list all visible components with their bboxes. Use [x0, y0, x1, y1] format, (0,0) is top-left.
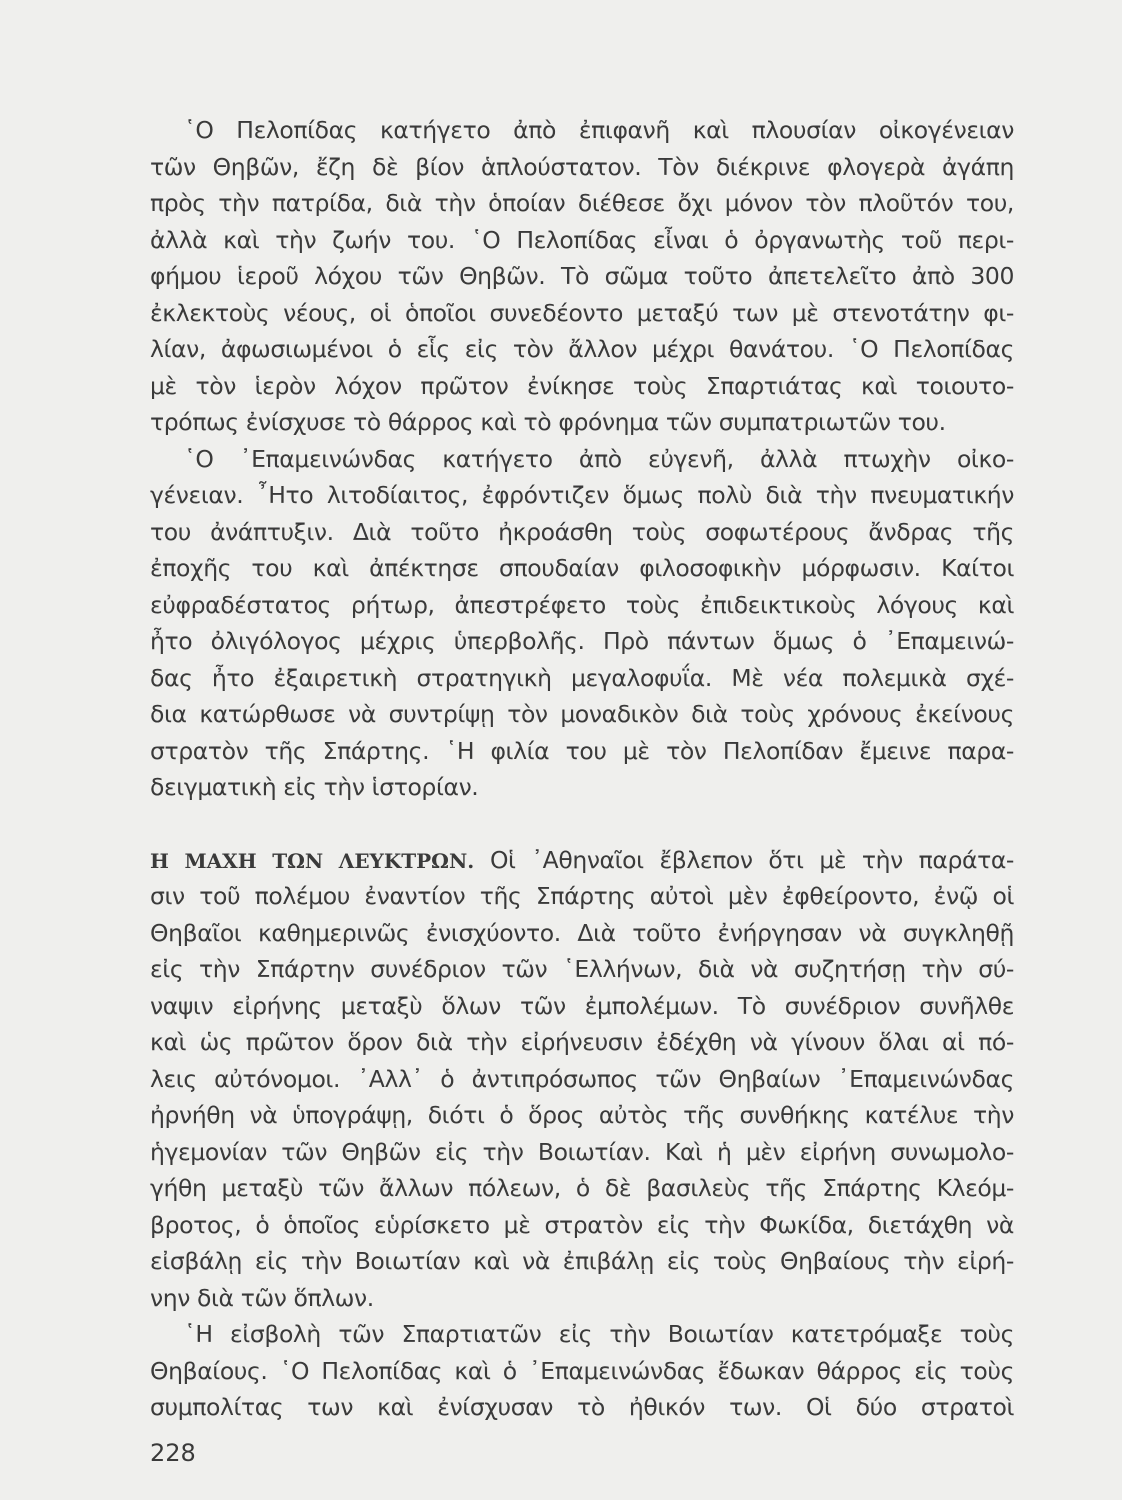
- text-line: συμπολίτας των καὶ ἐνίσχυσαν τὸ ἠθικόν των. Οἱ δύο στρατοὶ: [150, 1393, 1014, 1421]
- text-line: σιν τοῦ πολέμου ἐναντίον τῆς Σπάρτης αὐτοὶ μὲν ἐφθείροντο, ἐνῷ οἱ: [150, 882, 1014, 910]
- text-line: ῾Η εἰσβολὴ τῶν Σπαρτιατῶν εἰς τὴν Βοιωτίαν κατετρόμαξε τοὺς: [184, 1320, 1014, 1348]
- text-line: πρὸς τὴν πατρίδα, διὰ τὴν ὁποίαν διέθεσε ὄχι μόνον τὸν πλοῦτόν του,: [150, 189, 1014, 217]
- text-line: καὶ ὡς πρῶτον ὅρον διὰ τὴν εἰρήνευσιν ἐδέχθη νὰ γίνουν ὅλαι αἱ πό-: [150, 1028, 1014, 1056]
- section-heading: Η ΜΑΧΗ ΤΩΝ ΛΕΥΚΤΡΩΝ.: [150, 848, 475, 873]
- text-line: εἰς τὴν Σπάρτην συνέδριον τῶν ῾Ελλήνων, διὰ νὰ συζητήσῃ τὴν σύ-: [150, 955, 1014, 983]
- text-line: Οἱ ᾿Αθηναῖοι ἔβλεπον ὅτι μὲ τὴν παράτα-: [489, 845, 1014, 874]
- text-line: νην διὰ τῶν ὅπλων.: [150, 1283, 374, 1312]
- text-line: γένειαν. ῏Ητο λιτοδίαιτος, ἐφρόντιζεν ὅμως πολὺ διὰ τὴν πνευματικήν: [150, 481, 1014, 509]
- text-line: Θηβαῖοι καθημερινῶς ἐνισχύοντο. Διὰ τοῦτο ἐνήργησαν νὰ συγκληθῇ: [150, 918, 1014, 947]
- text-line: ἐκλεκτοὺς νέους, οἱ ὁποῖοι συνεδέοντο μεταξύ των μὲ στενοτάτην φι-: [150, 298, 1014, 327]
- section-first-line: [150, 842, 1014, 879]
- text-line: δια κατώρθωσε νὰ συντρίψῃ τὸν μοναδικὸν διὰ τοὺς χρόνους ἐκείνους: [150, 700, 1014, 728]
- text-line: του ἀνάπτυξιν. Διὰ τοῦτο ἠκροάσθη τοὺς σοφωτέρους ἄνδρας τῆς: [150, 517, 1014, 546]
- text-line: ῾Ο ᾿Επαμεινώνδας κατήγετο ἀπὸ εὐγενῆ, ἀλλὰ πτωχὴν οἰκο-: [184, 444, 1014, 473]
- text-line: λίαν, ἀφωσιωμένοι ὁ εἷς εἰς τὸν ἄλλον μέχρι θανάτου. ῾Ο Πελοπίδας: [150, 335, 1014, 363]
- paragraph-epaminondas: [150, 441, 1014, 806]
- text-line: μὲ τὸν ἱερὸν λόχον πρῶτον ἐνίκησε τοὺς Σπαρτιάτας καὶ τοιουτο-: [150, 371, 1014, 400]
- text-line: εἰσβάλῃ εἰς τὴν Βοιωτίαν καὶ νὰ ἐπιβάλῃ εἰς τοὺς Θηβαίους τὴν εἰρή-: [150, 1247, 1014, 1275]
- text-line: ἠρνήθη νὰ ὑπογράψῃ, διότι ὁ ὅρος αὐτὸς τῆς συνθήκης κατέλυε τὴν: [150, 1101, 1014, 1129]
- text-line: βροτος, ὁ ὁποῖος εὑρίσκετο μὲ στρατὸν εἰς τὴν Φωκίδα, διετάχθη νὰ: [150, 1210, 1014, 1239]
- text-line: δειγματικὴ εἰς τὴν ἱστορίαν.: [150, 773, 479, 801]
- text-line: γήθη μεταξὺ τῶν ἄλλων πόλεων, ὁ δὲ βασιλεὺς τῆς Σπάρτης Κλεόμ-: [150, 1174, 1014, 1202]
- text-line: τρόπως ἐνίσχυσε τὸ θάρρος καὶ τὸ φρόνημα τῶν συμπατριωτῶν του.: [150, 408, 946, 436]
- section-battle-of-leuctra: [150, 842, 1014, 1317]
- text-line: στρατὸν τῆς Σπάρτης. ῾Η φιλία του μὲ τὸν Πελοπίδαν ἔμεινε παρα-: [150, 736, 1014, 765]
- paragraph-invasion: [150, 1316, 1014, 1426]
- text-line: Θηβαίους. ῾Ο Πελοπίδας καὶ ὁ ᾿Επαμεινώνδας ἔδωκαν θάρρος εἰς τοὺς: [150, 1356, 1014, 1385]
- text-line: δας ἦτο ἐξαιρετικὴ στρατηγικὴ μεγαλοφυΐα. Μὲ νέα πολεμικὰ σχέ-: [150, 663, 1014, 692]
- page-body: [150, 112, 1014, 1468]
- text-line: ναψιν εἰρήνης μεταξὺ ὅλων τῶν ἐμπολέμων. Τὸ συνέδριον συνῆλθε: [150, 991, 1014, 1020]
- text-line: λεις αὐτόνομοι. ᾿Αλλ᾿ ὁ ἀντιπρόσωπος τῶν Θηβαίων ᾿Επαμεινώνδας: [150, 1064, 1014, 1093]
- paragraph-pelopidas: [150, 112, 1014, 441]
- text-line: τῶν Θηβῶν, ἔζη δὲ βίον ἁπλούστατον. Τὸν διέκρινε φλογερὰ ἀγάπη: [150, 152, 1014, 181]
- text-line: ἐποχῆς του καὶ ἀπέκτησε σπουδαίαν φιλοσοφικὴν μόρφωσιν. Καίτοι: [150, 554, 1014, 582]
- text-line: ἀλλὰ καὶ τὴν ζωήν του. ῾Ο Πελοπίδας εἶναι ὁ ὀργανωτὴς τοῦ περι-: [150, 225, 1014, 254]
- text-line: ἡγεμονίαν τῶν Θηβῶν εἰς τὴν Βοιωτίαν. Καὶ ἡ μὲν εἰρήνη συνωμολο-: [150, 1137, 1014, 1166]
- text-line: φήμου ἱεροῦ λόχου τῶν Θηβῶν. Τὸ σῶμα τοῦτο ἀπετελεῖτο ἀπὸ 300: [150, 262, 1014, 290]
- text-line: ἦτο ὀλιγόλογος μέχρις ὑπερβολῆς. Πρὸ πάντων ὅμως ὁ ᾿Επαμεινώ-: [150, 627, 1014, 655]
- text-line: εὐφραδέστατος ρήτωρ, ἀπεστρέφετο τοὺς ἐπιδεικτικοὺς λόγους καὶ: [150, 590, 1014, 619]
- text-line: ῾Ο Πελοπίδας κατήγετο ἀπὸ ἐπιφανῆ καὶ πλουσίαν οἰκογένειαν: [184, 116, 1014, 144]
- page-number: 228: [150, 1438, 196, 1467]
